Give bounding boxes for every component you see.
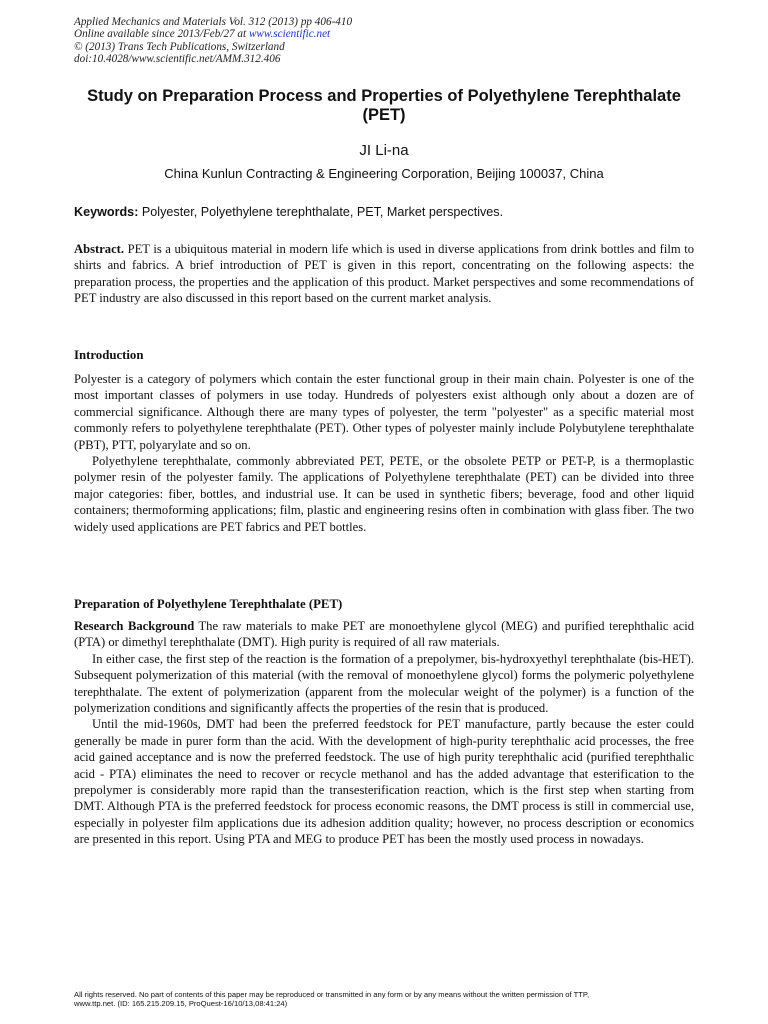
- doi-line: doi:10.4028/www.scientific.net/AMM.312.406: [74, 53, 281, 66]
- paper-title: Study on Preparation Process and Properties of Polyethylene Terephthalate (PET): [87, 87, 681, 124]
- preparation-section: [74, 618, 694, 848]
- abstract-section: [74, 241, 694, 307]
- journal-header: [74, 16, 494, 66]
- prep-paragraph-3: Until the mid-1960s, DMT had been the preferred feedstock for PET manufacture, partly because the ester could generally be made in purer form than the acid. With the development of high-purity terephthalic acid processes, the free acid gained acceptance and is now the preferred feedstock. The use of high purity terephthalic acid (purified terephthalic acid - PTA) eliminates the need to recover or recycle methanol and has the added advantage that esterification to the prepolymer is considerably more rapid than the transesterification reaction, which is the first step when starting from DMT. Although PTA is the preferred feedstock for process economic reasons, the DMT process is still in commercial use, especially in polyester film applications due its adhesion addition quality; however, no process description or economics are presented in this report. Using PTA and MEG to produce PET has been the mostly used process in nowadays.: [74, 717, 694, 847]
- abstract-text: PET is a ubiquitous material in modern life which is used in diverse applications from drink bottles and film to shirts and fabrics. A brief introduction of PET is given in this report, concentrating on the following aspects: the preparation process, the properties and the application of this product. Market perspectives and some recommendations of PET industry are also discussed in this report based on the current market analysis.: [74, 242, 694, 306]
- author-name: JI Li-na: [359, 142, 409, 159]
- rights-line-1: All rights reserved. No part of contents of this paper may be reproduced or transmitted in any form or by any means without the written permission of TTP,: [74, 990, 590, 999]
- journal-citation: Applied Mechanics and Materials Vol. 312 (2013) pp 406-410: [74, 16, 353, 28]
- prep-paragraph-2: In either case, the first step of the reaction is the formation of a prepolymer, bis-hydroxyethyl terephthalate (bis-HET). Subsequent polymerization of this material (with the removal of monoethylene glycol) forms the polymeric polyethylene terephthalate. The extent of polymerization (apparent from the molecular weight of the polymer) is a function of the polymerization conditions and significantly affects the properties of the resin that is produced.: [74, 651, 694, 716]
- intro-paragraph-1: Polyester is a category of polymers which contain the ester functional group in their main chain. Polyester is one of the most important classes of polymers in use today. Hundreds of polyesters exist although only about a dozen are of commercial significance. Although there are many types of polyester, the term "polyester" as a specific material most commonly refers to polyethylene terephthalate (PET). Other types of polyester mainly include Polybutylene terephthalate (PBT), PTT, polyarylate and so on.: [74, 372, 694, 452]
- research-background-label: Research Background: [74, 619, 195, 633]
- prep-paragraph-1: [74, 618, 694, 651]
- prep-paragraph-1-text: The raw materials to make PET are monoethylene glycol (MEG) and purified terephthalic acid (PTA) or dimethyl terephthalate (DMT). High purity is required of all raw materials.: [74, 619, 694, 650]
- intro-paragraph-2: Polyethylene terephthalate, commonly abbreviated PET, PETE, or the obsolete PETP or PET-P, is a thermoplastic polymer resin of the polyester family. The applications of Polyethylene terephthalate (PET) can be divided into three major categories: fiber, bottles, and industrial use. It can be used in synthetic fibers; beverage, food and other liquid containers; thermoforming applications; film, plastic and engineering resins often in combination with glass fiber. The two widely used applications are PET fabrics and PET bottles.: [74, 454, 694, 534]
- keywords-label: Keywords:: [74, 205, 139, 219]
- online-availability: [74, 28, 494, 40]
- rights-line-2: www.ttp.net. (ID: 165.215.209.15, ProQuest-16/10/13,08:41:24): [74, 999, 288, 1009]
- copyright-line: © (2013) Trans Tech Publications, Switzerland: [74, 40, 285, 53]
- keywords-text: Polyester, Polyethylene terephthalate, PET, Market perspectives.: [138, 205, 504, 219]
- keywords-line: [74, 204, 694, 220]
- publisher-link[interactable]: www.scientific.net: [248, 28, 331, 41]
- abstract-label: Abstract.: [74, 242, 125, 256]
- introduction-section: [74, 371, 694, 535]
- author-affiliation: China Kunlun Contracting & Engineering Corporation, Beijing 100037, China: [164, 166, 604, 181]
- online-prefix: Online available since 2013/Feb/27 at: [74, 28, 249, 41]
- rights-footer: [74, 990, 694, 1009]
- introduction-heading: Introduction: [74, 348, 144, 362]
- preparation-heading: Preparation of Polyethylene Terephthalate (PET): [74, 597, 343, 611]
